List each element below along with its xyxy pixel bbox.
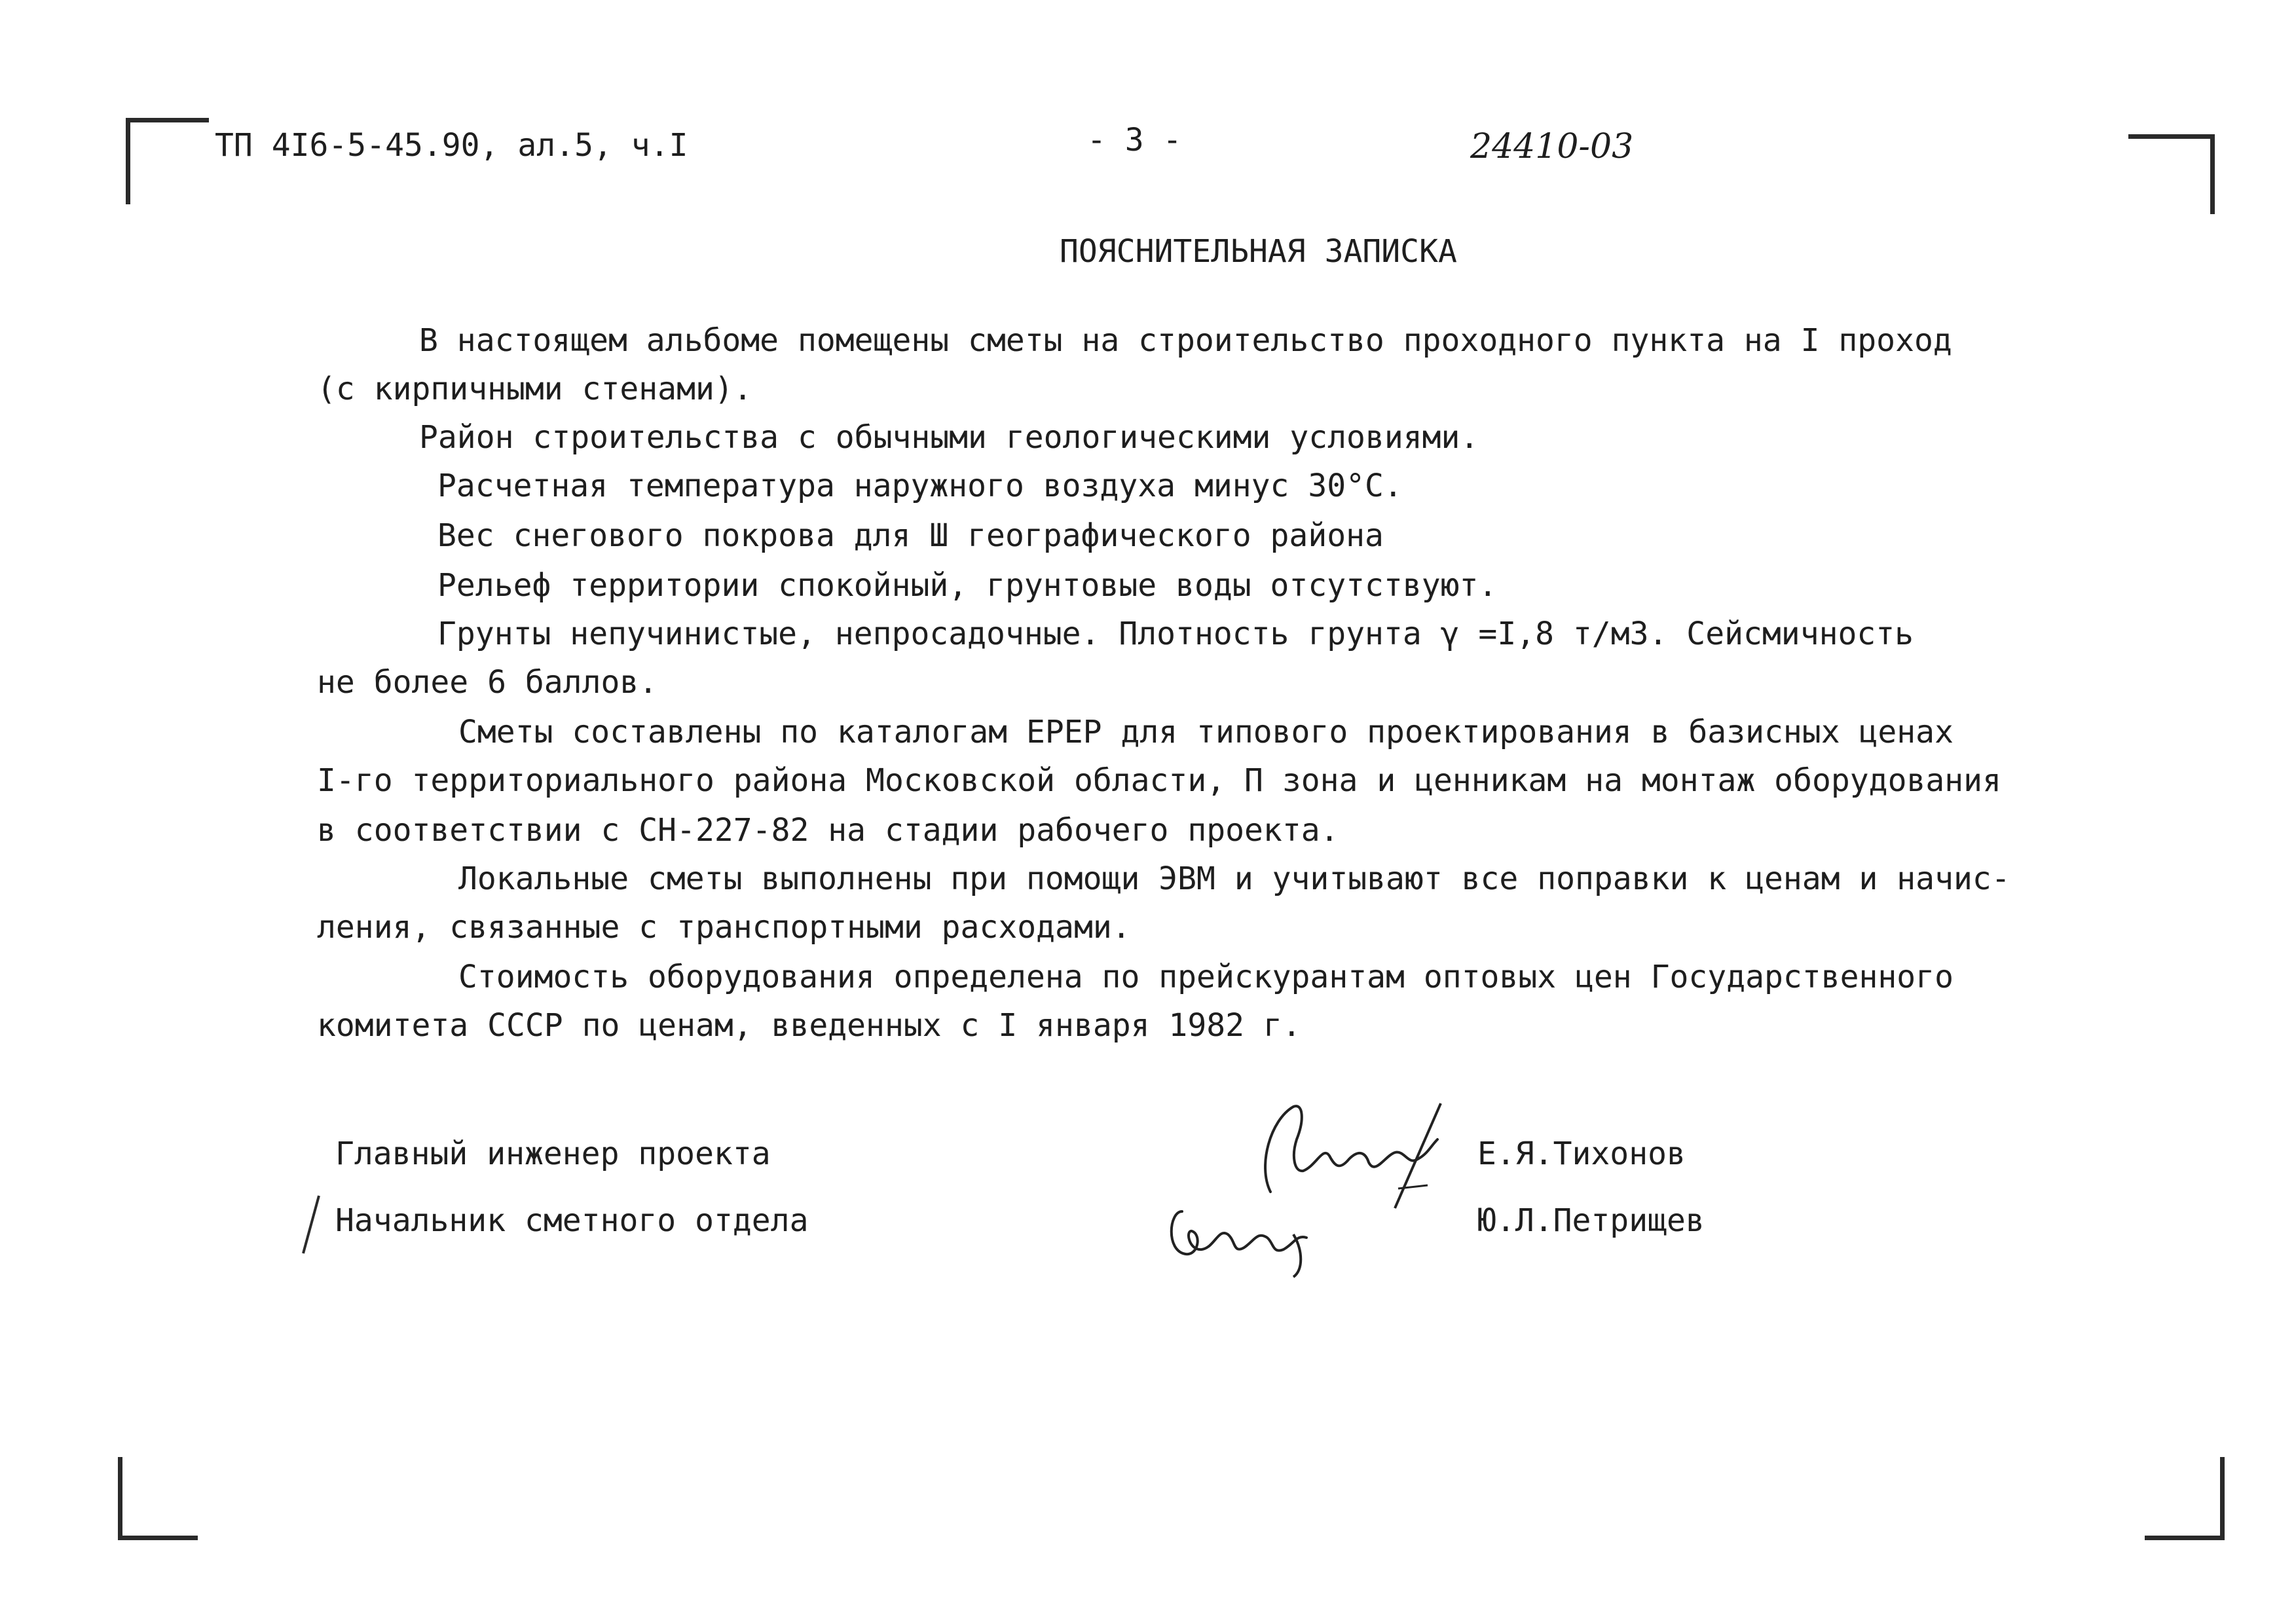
page-title: ПОЯСНИТЕЛЬНАЯ ЗАПИСКА bbox=[1060, 233, 1457, 270]
body-line: (с кирпичными стенами). bbox=[317, 371, 752, 407]
body-line: Локальные сметы выполнены при помощи ЭВМ и учитывают все поправки к ценам и начис- bbox=[458, 860, 2010, 897]
handwritten-code: 24410-03 bbox=[1470, 127, 1634, 166]
frame-corner-bottom-right bbox=[2145, 1457, 2225, 1540]
body-line: Рельеф территории спокойный, грунтовые воды отсутствуют. bbox=[437, 567, 1498, 604]
frame-corner-top-right bbox=[2128, 134, 2215, 214]
chief-engineer-name: Е.Я.Тихонов bbox=[1477, 1135, 1686, 1172]
body-line: Вес снегового покрова для Ш географического района bbox=[437, 517, 1384, 554]
body-line: Район строительства с обычными геологическими условиями. bbox=[419, 419, 1479, 456]
frame-corner-top-left bbox=[126, 118, 209, 204]
body-line: Расчетная температура наружного воздуха минус 30°С. bbox=[437, 468, 1403, 504]
page-number: - 3 - bbox=[1087, 122, 1182, 158]
body-line: Сметы составлены по каталогам ЕРЕР для типового проектирования в базисных ценах bbox=[458, 714, 1953, 750]
chief-engineer-label: Главный инженер проекта bbox=[335, 1135, 771, 1172]
body-line: І-го территориального района Московской области, П зона и ценникам на монтаж оборудования bbox=[317, 762, 2001, 799]
body-line: не более 6 баллов. bbox=[317, 664, 658, 701]
estimate-head-label: Начальник сметного отдела bbox=[335, 1202, 809, 1239]
pen-mark bbox=[298, 1192, 324, 1257]
body-line: ления, связанные с транспортными расходами. bbox=[317, 909, 1131, 946]
body-line: в соответствии с СН-227-82 на стадии рабочего проекта. bbox=[317, 812, 1339, 849]
body-line: комитета СССР по ценам, введенных с І января 1982 г. bbox=[317, 1007, 1301, 1044]
estimate-head-signature bbox=[1162, 1172, 1333, 1283]
body-line: Грунты непучинистые, непросадочные. Плотность грунта γ =І,8 т/мЗ. Сейсмичность bbox=[437, 616, 1914, 652]
estimate-head-name: Ю.Л.Петрищев bbox=[1477, 1202, 1705, 1239]
body-line: Стоимость оборудования определена по прейскурантам оптовых цен Государственного bbox=[458, 959, 1953, 995]
document-code: ТП 4І6-5-45.90, ал.5, ч.І bbox=[215, 127, 688, 164]
body-line: В настоящем альбоме помещены сметы на строительство проходного пункта на I проход bbox=[419, 322, 1952, 359]
frame-corner-bottom-left bbox=[118, 1457, 198, 1540]
